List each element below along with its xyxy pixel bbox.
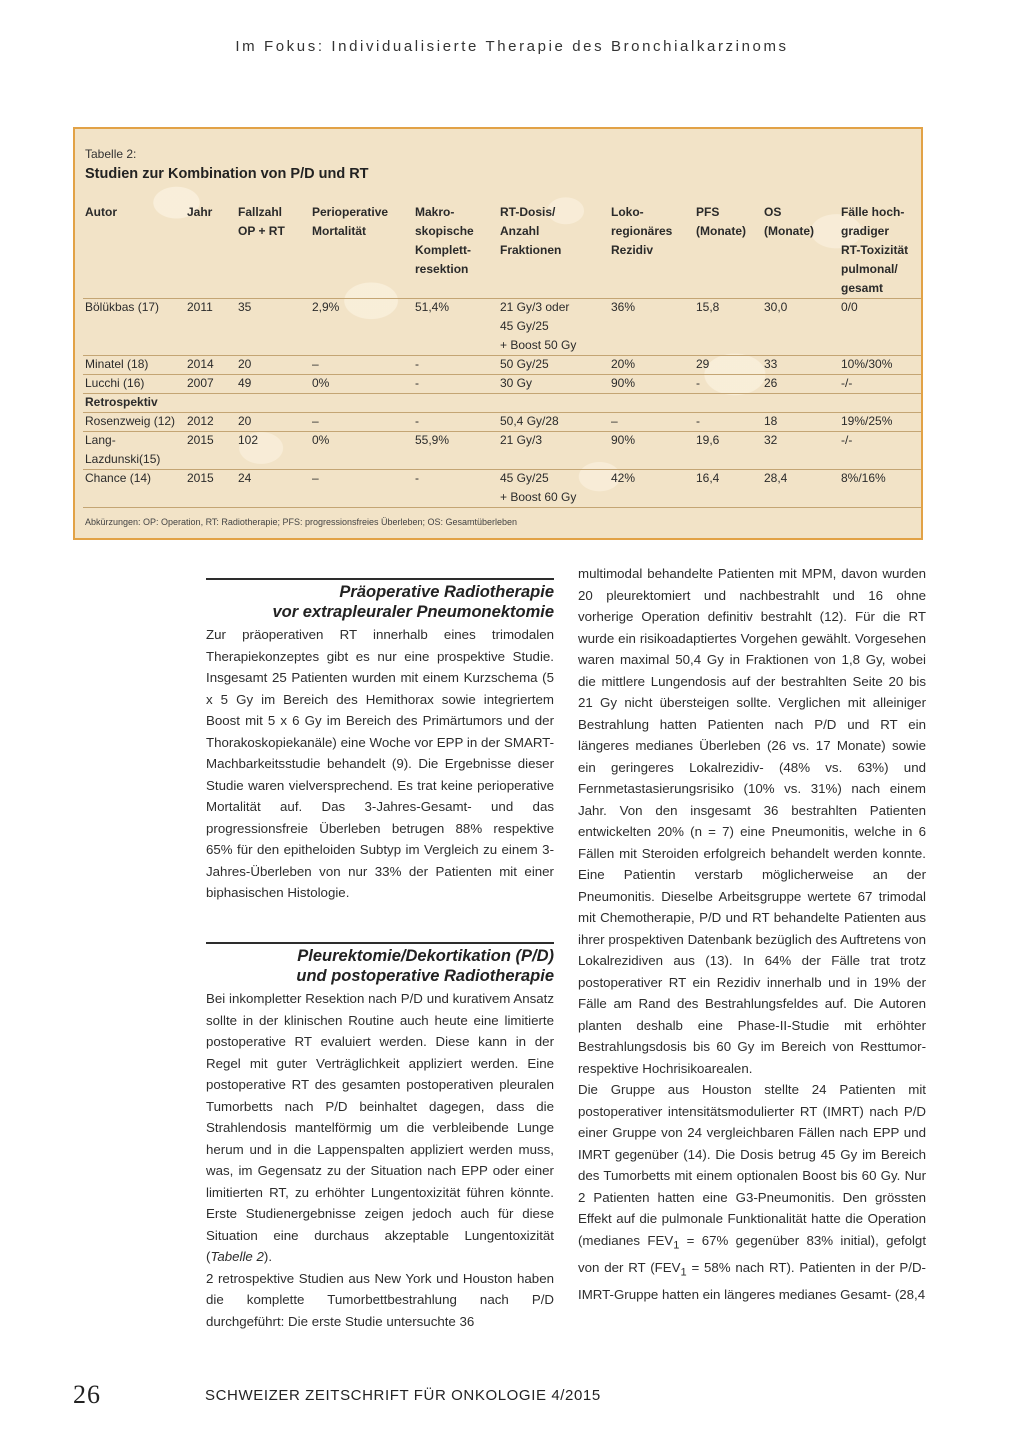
paragraph: multimodal behandelte Patienten mit MPM, davon wurden 20 pleurektomiert und nachbestrahlt und 16 ohne vorherige Operation definitiv bestrahlt (12). Für die RT wurde ein risikoadaptiertes Vorgehen gewählt. Vorgesehen waren maximal 50,4 Gy in Fraktionen von 1,8 Gy, wobei die mittlere Lungendosis auf der bestrahlten Seite 20 bis 21 Gy nicht übersteigen sollte. Verglichen mit alleiniger Bestrahlung hatten Patienten nach P/D und RT ein längeres medianes Überleben (26 vs. 17 Monate) sowie ein geringeres Lokalrezidiv- (48% vs. 63%) und Fernmetastasierungsrisiko (10% vs. 31%) nach einem Jahr. Von den insgesamt 36 bestrahlten Patienten entwickelten 20% (n = 7) eine Pneumonitis, welche in 6 Fällen mit Steroiden erfolgreich behandelt werden konnte. Eine Patientin verstarb möglicherweise an der Pneumonitis. Dieselbe Arbeitsgruppe wertete 67 trimodal mit Chemotherapie, P/D und RT behandelte Patienten aus ihrer prospektiven Datenbank bezüglich des Auftretens von Lokalrezidiven aus (13). In 64% der Fälle trat trotz postoperativer RT ein Rezidiv innerhalb und in 19% der Fälle am Rand des Bestrahlungsfeldes auf. Die Autoren planten deshalb eine Phase-II-Studie mit erhöhter Bestrahlungsdosis bis 60 Gy im Bereich von Resttumor- respektive Hochrisikoarealen. — [578, 566, 926, 1076]
table-cell: 55,9% — [415, 433, 450, 447]
table-cell: 28,4 — [764, 471, 788, 485]
table-cell: 20 — [238, 414, 252, 428]
table-cell: 49 — [238, 376, 252, 390]
table-cell: - — [415, 376, 419, 390]
table-cell: – — [312, 414, 319, 428]
table-cell: 36% — [611, 300, 636, 314]
table-cell: 51,4% — [415, 300, 450, 314]
table-cell: - — [415, 471, 419, 485]
table-cell: 20 — [238, 357, 252, 371]
table-cell: 15,8 — [696, 300, 720, 314]
table-cell: Chance (14) — [85, 471, 152, 485]
table-cell: 2014 — [187, 357, 214, 371]
right-column — [578, 563, 926, 1305]
text-run: = 67% gegenüber 83% initial), gefolgt von der RT (FEV — [578, 1232, 927, 1275]
text-run: Die Gruppe aus Houston stellte 24 Patienten mit postoperativer intensitätsmodulierter RT (IMRT) nach P/D einer Gruppe von 24 vergleichbaren Fällen nach EPP und IMRT gegenüber (14). Die Dosis betrug 45 Gy im Bereich des Tumorbetts mit einem optionalen Boost bis 60 Gy. Nur 2 Patienten hatten eine G3-Pneumonitis. Den grössten Effekt auf die pulmonale Funktionalität hatte die Operation (medianes FEV — [578, 1082, 926, 1248]
page-number: 26 — [73, 1380, 101, 1409]
table-cell: 102 — [238, 433, 259, 447]
table-cell: 19,6 — [696, 433, 720, 447]
table-cell: 42% — [611, 471, 636, 485]
column-header: PFS (Monate) — [696, 205, 746, 238]
table-cell: Lucchi (16) — [85, 376, 145, 390]
subscript: 1 — [680, 1266, 687, 1279]
table-cell: – — [312, 357, 319, 371]
table-cell: 90% — [611, 433, 636, 447]
subscript: 1 — [673, 1239, 680, 1252]
table-cell: - — [415, 357, 419, 371]
section-heading: Präoperative Radiotherapie vor extrapleuraler Pneumonektomie — [272, 583, 554, 621]
table-cell: Minatel (18) — [85, 357, 149, 371]
table-cell: - — [696, 414, 700, 428]
table-cell: 2007 — [187, 376, 214, 390]
table-cell: 33 — [764, 357, 778, 371]
table-cell: 21 Gy/3 — [500, 433, 543, 447]
table-cell: 90% — [611, 376, 636, 390]
text-run: ). — [263, 1249, 273, 1264]
table-box — [73, 127, 923, 540]
table-abbreviations: Abkürzungen: OP: Operation, RT: Radiotherapie; PFS: progressionsfreies Überleben; OS: Gesamtüberleben — [85, 517, 518, 527]
column-header: RT-Dosis/ Anzahl Fraktionen — [500, 205, 562, 257]
table-cell: 26 — [764, 376, 778, 390]
table-cell: 24 — [238, 471, 252, 485]
table-cell: 2015 — [187, 433, 214, 447]
table-cell: 30 Gy — [500, 376, 533, 390]
table-cell: 50,4 Gy/28 — [500, 414, 559, 428]
column-header: Fälle hoch- gradiger RT-Toxizität pulmonal/ gesamt — [841, 205, 909, 295]
table-cell: 2011 — [187, 300, 213, 314]
text-run: = 58% nach RT). Patienten in der P/D-IMRT-Gruppe hatten ein längeres medianes Gesamt- (28,4 — [578, 1259, 926, 1302]
table-cell: -/- — [841, 433, 853, 447]
table-cell: 21 Gy/3 oder 45 Gy/25 + Boost 50 Gy — [500, 300, 577, 352]
table-cell: 0/0 — [841, 300, 858, 314]
table-cell: 35 — [238, 300, 252, 314]
table-cell: – — [312, 471, 319, 485]
paragraph — [578, 1079, 926, 1305]
table-section-label: Retrospektiv — [85, 395, 158, 409]
paragraph: 2 retrospektive Studien aus New York und Houston haben die komplette Tumorbettbestrahlung nach P/D durchgeführt: Die erste Studie untersuchte 36 — [206, 1270, 554, 1329]
table-cell: 45 Gy/25 + Boost 60 Gy — [500, 471, 577, 504]
table-cell: 50 Gy/25 — [500, 357, 549, 371]
table-cell: 10%/30% — [841, 357, 893, 371]
table-cell: Lang- Lazdunski(15) — [85, 433, 161, 466]
table-cell: -/- — [841, 376, 853, 390]
table-title: Studien zur Kombination von P/D und RT — [85, 166, 369, 182]
table-cell: 2012 — [187, 414, 214, 428]
table-cell: 18 — [764, 414, 778, 428]
table-cell: - — [415, 414, 419, 428]
table-reference: Tabelle 2 — [210, 1249, 264, 1264]
column-header: Fallzahl OP + RT — [238, 205, 285, 238]
column-header: Autor — [85, 205, 117, 219]
column-header: Loko- regionäres Rezidiv — [611, 205, 673, 257]
table-cell: 0% — [312, 433, 330, 447]
table-cell: 19%/25% — [841, 414, 893, 428]
section-pd-rt — [206, 942, 554, 1332]
table-rule — [83, 507, 921, 508]
section-rule — [206, 942, 554, 944]
table-cell: 2015 — [187, 471, 214, 485]
table-cell: 20% — [611, 357, 636, 371]
table-cell: – — [611, 414, 618, 428]
table-cell: 8%/16% — [841, 471, 886, 485]
table-cell: Rosenzweig (12) — [85, 414, 176, 428]
table-cell: 2,9% — [312, 300, 340, 314]
text-run: Bei inkompletter Resektion nach P/D und kurativem Ansatz sollte in der klinischen Routine auch heute eine limitierte postoperative RT evaluiert werden. Diese kann in der Regel mit guter Verträglichkeit appliziert werden. Eine postoperative RT des gesamten postoperativen pleuralen Tumorbetts nach P/D beinhaltet dagegen, dass die Strahlendosis mantelförmig um die verbleibende Lunge herum und in die Lappenspalten appliziert werden muss, was, im Gegensatz zu der Situation nach EPP oder einer limitierten RT, zu erhöhter Lungentoxizität führen könnte. Erste Studienergebnisse zeigen jedoch auch für diese Situation eine durchaus akzeptable Lungentoxizität ( — [206, 991, 554, 1264]
paragraph: Zur präoperativen RT innerhalb eines trimodalen Therapiekonzeptes gibt es nur eine prospektive Studie. Insgesamt 25 Patienten wurden mit einem Kurzschema (5 x 5 Gy im Bereich des Hemithorax sowie integriertem Boost mit 5 x 6 Gy im Bereich des Primärtumors und der Thorakoskopiekanäle) eine Woche vor EPP in der SMART-Machbarkeitsstudie behandelt (9). Die Ergebnisse dieser Studie waren vielversprechend. Es trat keine perioperative Mortalität auf. Das 3-Jahres-Gesamt- und das progressionsfreie Überleben betrugen 88% respektive 65% für den epitheloiden Subtyp im Vergleich zu einem 3-Jahres-Überleben von nur 33% der Patienten mit einer biphasischen Histologie. — [206, 627, 554, 900]
table-cell: Bölükbas (17) — [85, 300, 160, 314]
column-header: Makro- skopische Komplett- resektion — [415, 205, 474, 276]
running-head: Im Fokus: Individualisierte Therapie des Bronchialkarzinoms — [235, 38, 789, 55]
table-cell: 29 — [696, 357, 710, 371]
table-rule — [83, 393, 921, 394]
column-header: Perioperative Mortalität — [312, 205, 389, 238]
table-cell: 32 — [764, 433, 778, 447]
journal-footer: SCHWEIZER ZEITSCHRIFT FÜR ONKOLOGIE 4/2015 — [205, 1387, 601, 1404]
table-cell: 16,4 — [696, 471, 720, 485]
table-cell: 0% — [312, 376, 330, 390]
section-preop-rt — [206, 578, 554, 904]
section-heading: Pleurektomie/Dekortikation (P/D) und postoperative Radiotherapie — [296, 947, 554, 985]
table-cell: 30,0 — [764, 300, 788, 314]
table-label: Tabelle 2: — [85, 147, 137, 161]
section-rule — [206, 578, 554, 580]
table-cell: - — [696, 376, 700, 390]
column-header: Jahr — [187, 205, 213, 219]
paragraph — [206, 988, 554, 1268]
column-header: OS (Monate) — [764, 205, 814, 238]
